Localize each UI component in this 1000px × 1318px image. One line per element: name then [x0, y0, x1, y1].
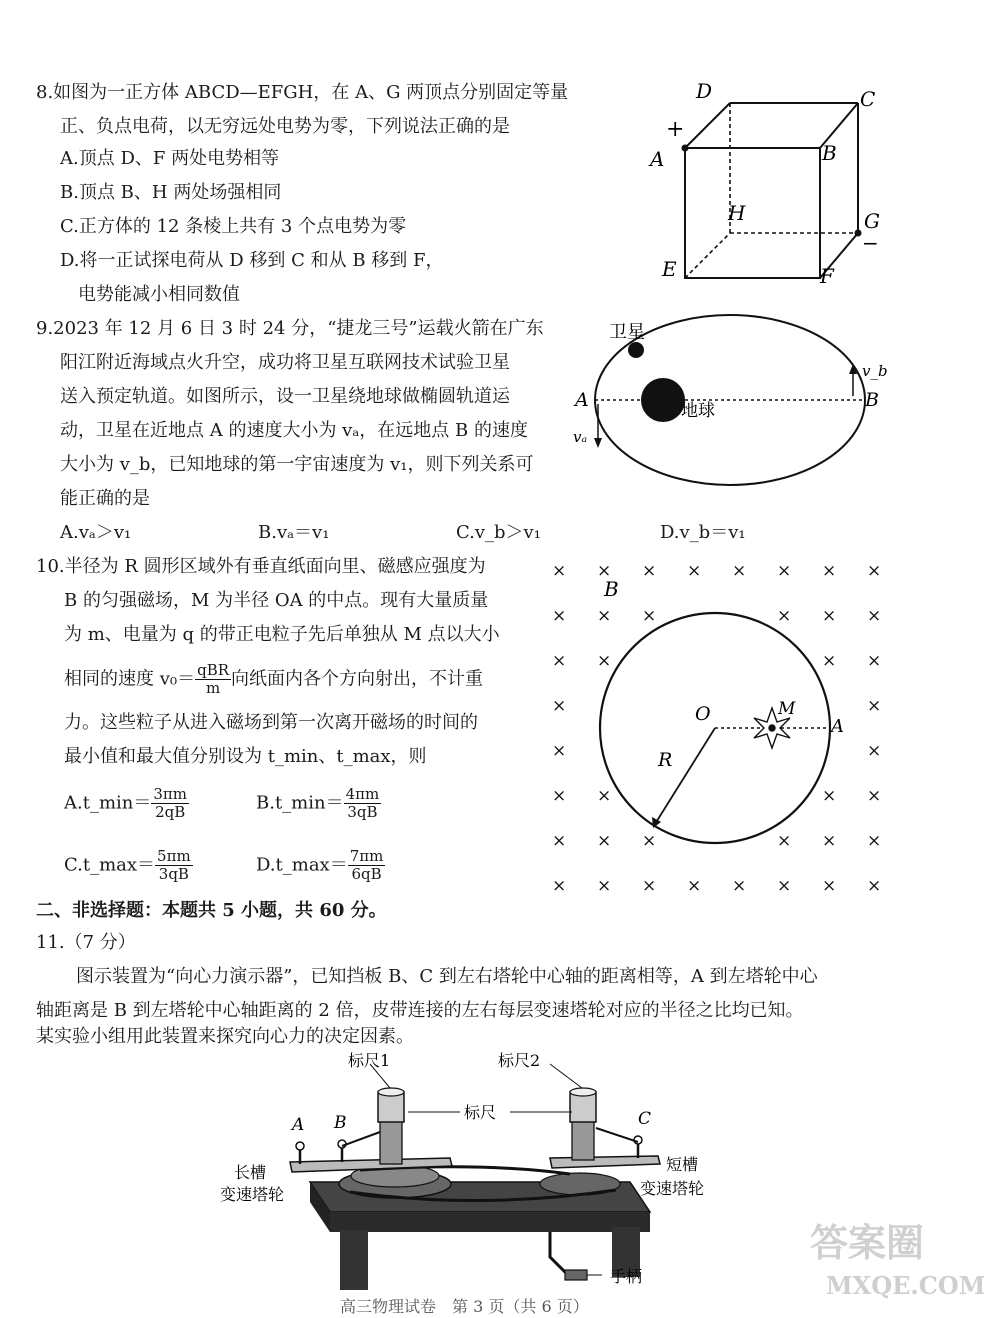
field-cross-mark: × [867, 876, 882, 893]
field-cross-mark: × [552, 651, 567, 671]
earth-label: 地球 [681, 401, 715, 421]
q11-paragraph-line1: 图示装置为“向心力演示器”，已知挡板 B、C 到左右塔轮中心轴的距离相等，A 到左塔轮中心 [76, 966, 818, 987]
handle-label: 手柄 [610, 1267, 643, 1286]
q10-stem-line1: 10.半径为 R 圆形区域外有垂直纸面向里、磁感应强度为 [36, 556, 486, 577]
field-cross-mark: × [552, 606, 567, 626]
q10-v0-denominator: m [205, 679, 221, 697]
field-cross-mark: × [822, 561, 837, 581]
q10-magnetic-field-figure [540, 548, 890, 893]
field-cross-mark: × [552, 786, 567, 806]
velocity-a-label: vₐ [573, 428, 588, 446]
q8-stem-line1: 8.如图为一正方体 ABCD—EFGH，在 A、G 两顶点分别固定等量 [36, 82, 569, 103]
watermark-bottom-text: MXQE.COM [826, 1271, 986, 1300]
field-cross-mark: × [867, 696, 882, 716]
q10-stem-line5: 力。这些粒子从进入磁场到第一次离开磁场的时间的 [64, 712, 478, 733]
field-cross-mark: × [552, 741, 567, 761]
orbit-label-b: B [865, 389, 879, 411]
q9-option-a: A.vₐ＞v₁ [60, 522, 132, 543]
short-slot-label: 短槽 [666, 1155, 699, 1174]
cube-label-e: E [662, 257, 677, 281]
q8-stem-line2: 正、负点电荷，以无穷远处电势为零，下列说法正确的是 [60, 116, 510, 137]
field-cross-mark: × [732, 561, 747, 581]
q10-option-b-prefix: B.t_min＝ [256, 792, 344, 814]
cube-minus-sign: − [862, 231, 879, 255]
field-cross-mark: × [822, 786, 837, 806]
q9-option-c: C.v_b＞v₁ [456, 522, 541, 543]
radius-label-r: R [658, 749, 673, 771]
field-cross-mark: × [642, 831, 657, 851]
field-cross-mark: × [552, 561, 567, 581]
long-slot-label: 长槽 [234, 1163, 267, 1182]
q10-line4-prefix: 相同的速度 v₀＝ [64, 668, 196, 690]
q10-option-b-numerator: 4πm [345, 785, 380, 803]
cube-plus-sign: + [666, 117, 685, 142]
cube-label-c: C [860, 87, 876, 111]
ruler2-label: 标尺2 [498, 1052, 541, 1070]
q11-paragraph-line3: 某实验小组用此装置来探究向心力的决定因素。 [36, 1026, 414, 1047]
q10-stem-line3: 为 m、电量为 q 的带正电粒子先后单独从 M 点以大小 [64, 624, 500, 645]
field-cross-mark: × [597, 651, 612, 671]
field-cross-mark: × [642, 561, 657, 581]
q10-option-c-numerator: 5πm [157, 847, 191, 865]
q10-option-d-numerator: 7πm [349, 847, 384, 865]
q10-option-b-fraction [344, 786, 382, 821]
field-cross-mark: × [687, 561, 702, 581]
field-cross-mark: × [822, 876, 837, 893]
field-cross-mark: × [867, 831, 882, 851]
q10-stem-line4 [64, 662, 483, 697]
q10-option-c-prefix: C.t_max＝ [64, 854, 156, 876]
q9-stem-line1: 9.2023 年 12 月 6 日 3 时 24 分，“捷龙三号”运载火箭在广东 [36, 318, 544, 339]
ruler1-label: 标尺1 [348, 1052, 391, 1070]
field-cross-mark: × [597, 606, 612, 626]
page-footer: 高三物理试卷 第 3 页（共 6 页） [340, 1297, 589, 1316]
q10-option-c-denominator: 3qB [158, 865, 189, 883]
satellite-body [628, 342, 644, 358]
field-cross-mark: × [687, 876, 702, 893]
q10-option-b [256, 786, 381, 821]
satellite-label: 卫星 [609, 322, 645, 343]
field-cross-mark: × [867, 606, 882, 626]
field-cross-mark: × [597, 561, 612, 581]
field-cross-mark: × [777, 831, 792, 851]
q11-heading: 11.（7 分） [36, 932, 136, 953]
field-cross-mark: × [552, 876, 567, 893]
baffle-b-label: B [334, 1113, 347, 1133]
q10-option-d [256, 848, 385, 883]
q11-apparatus-figure [220, 1052, 740, 1297]
q8-option-b: B.顶点 B、H 两处场强相同 [60, 182, 282, 203]
q10-v0-fraction [195, 662, 231, 697]
q10-option-b-denominator: 3qB [347, 803, 378, 821]
field-cross-mark: × [777, 606, 792, 626]
left-wheel-label: 变速塔轮 [220, 1185, 285, 1204]
q10-option-d-fraction [348, 848, 386, 883]
field-cross-mark: × [552, 831, 567, 851]
q10-option-a-numerator: 3πm [153, 785, 188, 803]
q10-option-a-fraction [151, 786, 189, 821]
q9-option-b: B.vₐ＝v₁ [258, 522, 330, 543]
center-label-o: O [695, 703, 711, 725]
watermark-top-text: 答案圈 [810, 1220, 925, 1265]
q10-option-a-denominator: 2qB [155, 803, 186, 821]
field-cross-mark: × [822, 651, 837, 671]
field-cross-mark: × [597, 831, 612, 851]
field-cross-mark: × [597, 786, 612, 806]
q9-stem-line4: 动，卫星在近地点 A 的速度大小为 vₐ，在远地点 B 的速度 [60, 420, 528, 441]
field-cross-mark: × [642, 876, 657, 893]
cube-label-b: B [822, 141, 837, 165]
q10-stem-line2: B 的匀强磁场，M 为半径 OA 的中点。现有大量质量 [64, 590, 489, 611]
q8-option-d-line1: D.将一正试探电荷从 D 移到 C 和从 B 移到 F， [60, 250, 444, 271]
cube-label-g: G [864, 209, 880, 233]
field-cross-mark: × [867, 651, 882, 671]
q10-stem-line6: 最小值和最大值分别设为 t_min、t_max，则 [64, 746, 427, 767]
q9-option-d: D.v_b＝v₁ [660, 522, 746, 543]
field-cross-mark: × [777, 876, 792, 893]
field-cross-mark: × [867, 741, 882, 761]
q10-v0-numerator: qBR [197, 661, 230, 679]
table-leg-left [340, 1230, 368, 1290]
cube-label-f: F [820, 264, 834, 288]
field-cross-mark: × [867, 561, 882, 581]
field-cross-mark: × [732, 876, 747, 893]
baffle-c-label: C [638, 1109, 652, 1129]
q11-paragraph-line2: 轴距离是 B 到左塔轮中心轴距离的 2 倍，皮带连接的左右每层变速塔轮对应的半径之比均已知。 [36, 1000, 804, 1021]
baffle-a-label: A [292, 1115, 305, 1135]
field-cross-mark: × [822, 606, 837, 626]
q9-stem-line2: 阳江附近海域点火升空，成功将卫星互联网技术试验卫星 [60, 352, 510, 373]
cube-label-a: A [650, 147, 665, 171]
q10-line4-suffix: 向纸面内各个方向射出，不计重 [231, 668, 484, 690]
q10-option-c-fraction [155, 848, 193, 883]
field-label-b: B [604, 577, 619, 601]
orbit-label-a: A [575, 389, 589, 411]
point-label-m: M [778, 699, 796, 719]
q9-stem-line5: 大小为 v_b，已知地球的第一宇宙速度为 v₁，则下列关系可 [60, 454, 534, 475]
right-wheel-label: 变速塔轮 [640, 1179, 705, 1198]
q10-option-a [64, 786, 189, 821]
cube-label-h: H [728, 201, 746, 225]
velocity-b-label: v_b [862, 362, 888, 380]
q9-stem-line3: 送入预定轨道。如图所示，设一卫星绕地球做椭圆轨道运 [60, 386, 510, 407]
ruler-label: 标尺 [464, 1103, 497, 1122]
q10-option-c [64, 848, 193, 883]
field-cross-mark: × [642, 606, 657, 626]
field-cross-mark: × [867, 786, 882, 806]
field-cross-mark: × [552, 696, 567, 716]
q10-option-d-denominator: 6qB [351, 865, 382, 883]
q8-option-a: A.顶点 D、F 两处电势相等 [60, 148, 280, 169]
q9-stem-line6: 能正确的是 [60, 488, 150, 509]
crank-handle [565, 1270, 587, 1280]
short-slot-bar [550, 1156, 660, 1168]
q8-cube-figure [640, 78, 890, 293]
cube-label-d: D [696, 79, 713, 103]
q10-option-a-prefix: A.t_min＝ [64, 792, 152, 814]
watermark-logo [800, 1210, 990, 1305]
q9-orbit-figure [565, 312, 895, 512]
field-cross-mark: × [777, 561, 792, 581]
q10-option-d-prefix: D.t_max＝ [256, 854, 348, 876]
point-label-a: A [831, 716, 844, 737]
q8-option-d-line2: 电势能减小相同数值 [78, 284, 240, 305]
q8-option-c: C.正方体的 12 条棱上共有 3 个点电势为零 [60, 216, 407, 237]
field-cross-mark: × [597, 876, 612, 893]
section2-heading: 二、非选择题：本题共 5 小题，共 60 分。 [36, 900, 387, 921]
earth-body [641, 378, 685, 422]
field-cross-mark: × [822, 831, 837, 851]
